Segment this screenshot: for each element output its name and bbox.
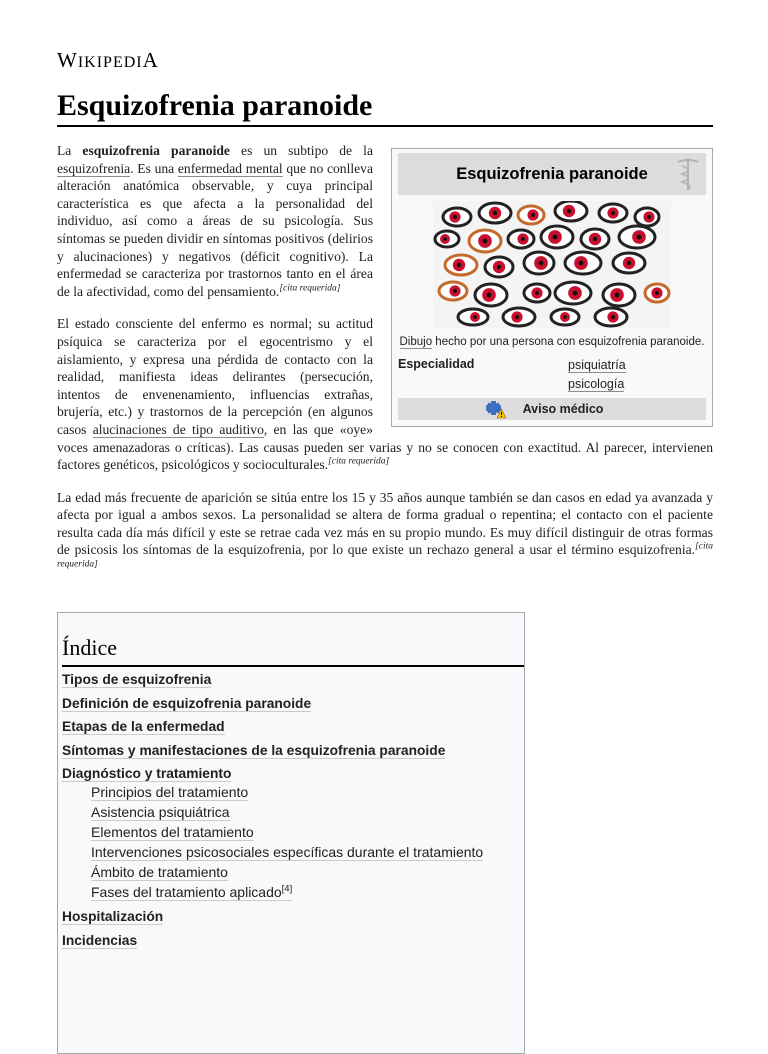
- infobox-caption: [398, 333, 706, 352]
- toc-item-label: Ámbito de tratamiento: [91, 864, 228, 881]
- eye-pupil: [647, 215, 651, 219]
- toc-list: [62, 671, 520, 949]
- eye-pupil: [573, 291, 578, 296]
- toc-title: Índice: [62, 633, 524, 667]
- logo-letter-a: A: [142, 48, 159, 72]
- eye-pupil: [553, 235, 558, 240]
- toc-item[interactable]: [91, 862, 520, 882]
- eye-pupil: [457, 263, 461, 267]
- table-of-contents: [57, 612, 525, 1054]
- infobox-drawing-image[interactable]: [433, 201, 671, 329]
- medical-warning-icon: [484, 399, 506, 419]
- toc-item-label: Elementos del tratamiento: [91, 824, 254, 841]
- eye-pupil: [453, 289, 457, 293]
- toc-item[interactable]: [91, 782, 520, 802]
- toc-item-label: Definición de esquizofrenia paranoide: [62, 695, 312, 711]
- toc-item-label: Asistencia psiquiátrica: [91, 804, 230, 821]
- toc-item[interactable]: [91, 822, 520, 842]
- specialty-values: [568, 356, 626, 394]
- eye-pupil: [567, 209, 571, 213]
- eye-pupil: [515, 315, 519, 319]
- eye-pupil: [531, 213, 535, 217]
- p1-text-c: . Es una: [130, 160, 178, 176]
- eye-pupil: [593, 237, 597, 241]
- eye-pupil: [521, 237, 525, 241]
- toc-item[interactable]: [91, 802, 520, 822]
- toc-item-label: Intervenciones psicosociales específicas durante el tratamiento: [91, 844, 484, 861]
- eye-pupil: [443, 237, 447, 241]
- article-body: [57, 142, 713, 592]
- toc-item[interactable]: [62, 671, 520, 688]
- eye-pupil: [579, 261, 584, 266]
- p1-bold-term: esquizofrenia paranoide: [82, 143, 230, 158]
- toc-item[interactable]: [62, 742, 520, 759]
- eye-pupil: [453, 215, 457, 219]
- eye-pupil: [539, 261, 544, 266]
- toc-item-reference[interactable]: [4]: [281, 883, 293, 895]
- toc-item-label: Incidencias: [62, 932, 138, 948]
- eye-pupil: [615, 293, 620, 298]
- logo-letters-mid: IKIPEDI: [77, 54, 143, 71]
- link-alucinaciones[interactable]: alucinaciones de tipo auditivo: [92, 421, 264, 437]
- eye-pupil: [611, 211, 615, 215]
- caduceus-icon: [674, 156, 702, 192]
- p2-text-a: El estado consciente del enfermo es normal; su actitud psíquica se caracteriza por el egocentrismo y el aislamiento, y expresa una pérdida de contacto con la realidad, manifiesta ideas delirantes (persecución, intentos de envenenamiento, influencias extrañas, brujería, etc.) y trastornos de la percepción (en algunos casos: [57, 316, 373, 437]
- eye-pupil: [473, 315, 477, 319]
- eye-pupil: [627, 261, 631, 265]
- eye-pupil: [487, 293, 492, 298]
- caption-link-dibujo[interactable]: Dibujo: [399, 336, 433, 348]
- paragraph-3: [57, 489, 713, 577]
- citation-needed-2[interactable]: [cita requerida]: [328, 456, 390, 467]
- page-title: Esquizofrenia paranoide: [57, 88, 713, 127]
- toc-item[interactable]: [91, 882, 520, 902]
- p1-text-a: La: [57, 143, 83, 158]
- toc-item[interactable]: [62, 932, 520, 949]
- medical-notice-bar[interactable]: [398, 398, 706, 420]
- eye-pupil: [535, 291, 539, 295]
- caption-text: hecho por una persona con esquizofrenia paranoide.: [432, 336, 705, 348]
- eye-pupil: [493, 211, 497, 215]
- p1-text-d: que no conlleva alteración anatómica observable, y cuya principal característica es que afecta a la personalidad del individuo, así como a áreas de su psicología. Sus síntomas se pueden dividir en síntomas positivos (delirios y alucinaciones) y negativos (déficit cognitivo). La enfermedad se caracteriza por trastornos tanto en el área de la afectividad, como del pensamiento.: [57, 160, 373, 299]
- eye-pupil: [563, 315, 567, 319]
- toc-item-label: Tipos de esquizofrenia: [62, 672, 212, 687]
- toc-item-label: Hospitalización: [62, 909, 164, 925]
- toc-item[interactable]: [91, 842, 520, 862]
- logo-letter-w: W: [57, 48, 78, 72]
- specialty-label: Especialidad: [398, 357, 475, 371]
- p2-text-b: , en las que «oye» voces amenazadoras o críticas). Las causas pueden ser varias y no se conocen con exactitud. Al parecer, intervienen factores genéticos, psicológicos y socioculturales.: [57, 421, 713, 473]
- p1-text-b: es un subtipo de la: [229, 143, 373, 158]
- specialty-link-psicologia[interactable]: psicología: [568, 377, 625, 391]
- citation-needed-3[interactable]: [cita requerida]: [57, 541, 713, 570]
- toc-item-label: Principios del tratamiento: [91, 784, 249, 801]
- eye-pupil: [497, 265, 501, 269]
- link-enfermedad-mental[interactable]: enfermedad mental: [177, 160, 283, 176]
- toc-item[interactable]: [62, 908, 520, 925]
- specialty-link-psiquiatria[interactable]: psiquiatría: [568, 358, 626, 372]
- toc-item[interactable]: [62, 695, 520, 712]
- toc-item[interactable]: [62, 718, 520, 735]
- toc-item[interactable]: [62, 765, 520, 782]
- toc-item-label: Etapas de la enfermedad: [62, 719, 225, 735]
- infobox-title: [398, 153, 706, 195]
- toc-item-label: Síntomas y manifestaciones de la esquizofrenia paranoide: [62, 742, 446, 758]
- infobox-specialty-row: [398, 356, 706, 394]
- link-esquizofrenia[interactable]: esquizofrenia: [57, 160, 131, 176]
- infobox-title-text: Esquizofrenia paranoide: [456, 165, 648, 183]
- eye-pupil: [637, 235, 642, 240]
- toc-item-label: Fases del tratamiento aplicado[4]: [91, 883, 293, 901]
- eye-pupil: [611, 315, 615, 319]
- citation-needed-1[interactable]: [cita requerida]: [279, 283, 341, 294]
- p3-text: La edad más frecuente de aparición se sitúa entre los 15 y 35 años aunque también se dan casos en edad ya avanzada y afecta por igual a ambos sexos. La personalidad se altera de forma gradual o repentina; el contacto con el paciente resulta cada día más difícil y este se retrae cada vez más en su propio mundo. Es muy difícil distinguir de otras formas de psicosis los síntomas de la esquizofrenia, por lo que existe un rechazo general a usar el término esquizofrenia.: [57, 489, 713, 558]
- eye-pupil: [655, 291, 659, 295]
- eye-pupil: [483, 239, 488, 244]
- wikipedia-logo[interactable]: [57, 48, 159, 73]
- toc-item-label: Diagnóstico y tratamiento: [62, 766, 232, 782]
- infobox: [391, 148, 713, 427]
- medical-notice-text: Aviso médico: [522, 402, 604, 416]
